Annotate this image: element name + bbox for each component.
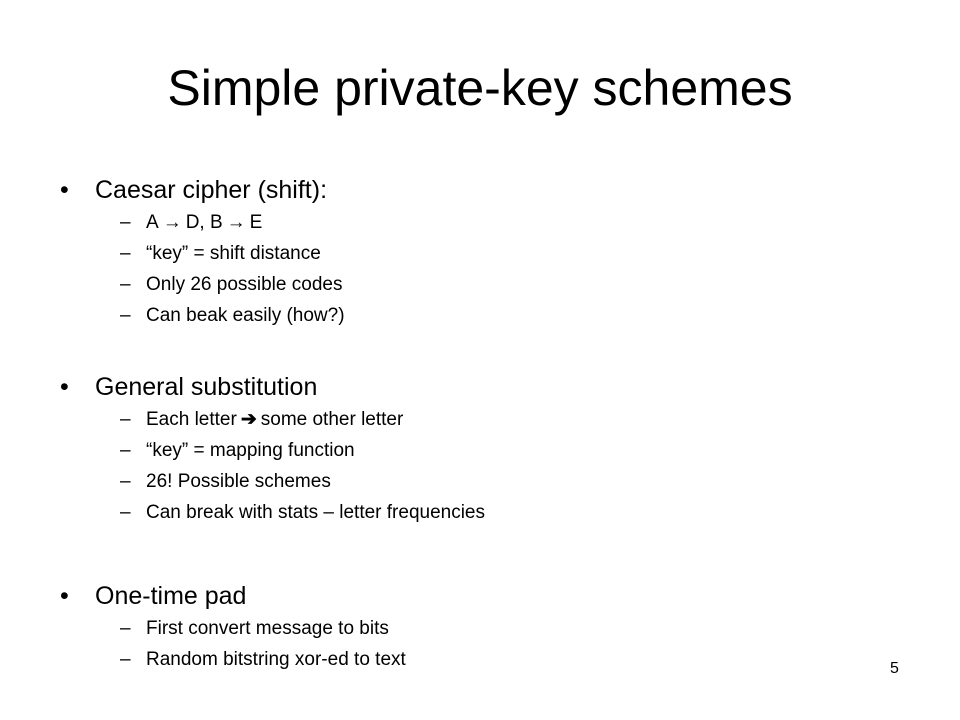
sub-item-text: Only 26 possible codes xyxy=(146,274,343,295)
bullet-heading-text: General substitution xyxy=(95,373,318,401)
sub-item-text: Can beak easily (how?) xyxy=(146,305,345,326)
bullet-icon: • xyxy=(60,176,69,204)
sub-item-text: 26! Possible schemes xyxy=(146,471,331,492)
mapping-from: A xyxy=(146,212,159,233)
sub-item-text xyxy=(146,409,403,431)
page-number: 5 xyxy=(890,660,899,677)
mapping-mid: D, B xyxy=(185,212,223,233)
dash-icon: – xyxy=(120,649,131,670)
bullet-icon: • xyxy=(60,582,69,610)
right-arrow-icon: → xyxy=(226,212,246,233)
dash-icon: – xyxy=(120,618,131,639)
sub-item-text: Can break with stats – letter frequencies xyxy=(146,502,486,523)
dash-icon: – xyxy=(120,471,131,492)
dash-icon: – xyxy=(120,409,131,430)
sub-item-text xyxy=(146,212,262,234)
item-tail: some other letter xyxy=(260,409,404,430)
sub-item-text: Random bitstring xor-ed to text xyxy=(146,649,406,670)
dash-icon: – xyxy=(120,243,131,264)
dash-icon: – xyxy=(120,212,131,233)
bullet-heading-text: One-time pad xyxy=(95,582,247,610)
dash-icon: – xyxy=(120,440,131,461)
slide-title: Simple private-key schemes xyxy=(167,60,793,116)
bullet-heading-text: Caesar cipher (shift): xyxy=(95,176,328,204)
item-lead: Each letter xyxy=(146,409,237,430)
dash-icon: – xyxy=(120,502,131,523)
bullet-icon: • xyxy=(60,373,69,401)
dash-icon: – xyxy=(120,305,131,326)
dash-icon: – xyxy=(120,274,131,295)
mapping-to: E xyxy=(249,212,263,233)
sub-item-text: “key” = shift distance xyxy=(146,243,321,264)
bold-right-arrow-icon: ➔ xyxy=(240,409,257,430)
sub-item-text: “key” = mapping function xyxy=(146,440,355,461)
sub-item-text: First convert message to bits xyxy=(146,618,389,639)
right-arrow-icon: → xyxy=(162,212,182,233)
